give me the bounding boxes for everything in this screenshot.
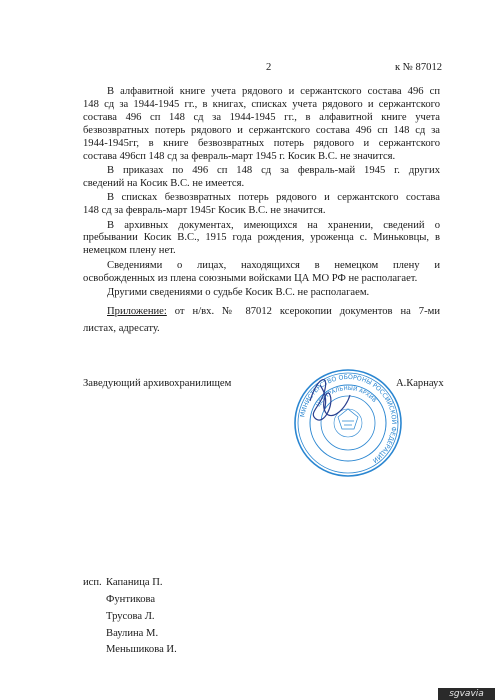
svg-text:ЦЕНТРАЛЬНЫЙ АРХИВ: ЦЕНТРАЛЬНЫЙ АРХИВ bbox=[315, 385, 377, 409]
svg-text:МИНИСТЕРСТВО ОБОРОНЫ РОССИЙСКО: МИНИСТЕРСТВО ОБОРОНЫ РОССИЙСКОЙ ФЕДЕРАЦИИ bbox=[299, 373, 398, 464]
site-watermark: sgvavia bbox=[438, 688, 495, 700]
body-line: немецком плену нет. bbox=[83, 245, 176, 257]
body-line: В архивных документах, имеющихся на хранении, сведений о bbox=[107, 219, 440, 231]
body-line: В списках безвозвратных потерь рядового и сержантского состава bbox=[107, 192, 440, 204]
executor-name: Ваулина М. bbox=[106, 628, 159, 639]
attachment-line-2: листах, адресату. bbox=[83, 323, 160, 334]
executor-prefix: исп. bbox=[83, 577, 102, 588]
body-line: В алфавитной книге учета рядового и сержантского состава 496 сп bbox=[107, 86, 440, 97]
official-seal bbox=[290, 365, 406, 481]
body-line: 148 сд за 1944-1945 гг., в книгах, списках учета рядового и сержантского bbox=[83, 98, 440, 110]
body-line: освобожденных из плена союзными войсками ЦА МО РФ не располагает. bbox=[83, 272, 418, 284]
signer-name: А.Карнаух bbox=[396, 378, 444, 389]
body-line: 1944-1945гг, в книге безвозвратных потерь рядового и сержантского bbox=[83, 137, 440, 149]
body-line: состава 496сп 148 сд за февраль-март 1945 г. Косик В.С. не значится. bbox=[83, 150, 396, 162]
attachment-text: от н/вх. № 87012 ксерокопии документов на 7-ми bbox=[166, 306, 440, 317]
body-line: состава 496 сп 148 сд за 1944-1945 гг., в алфавитной книге учета bbox=[83, 111, 440, 123]
executor-name: Фунтикова bbox=[106, 594, 156, 605]
body-line: Сведениями о лицах, находящихся в немецком плену и bbox=[107, 259, 440, 271]
reference-number: к № 87012 bbox=[395, 62, 443, 73]
body-line: сведений на Косик В.С. не имеется. bbox=[83, 177, 245, 189]
body-line: пребывании Косик В.С., 1915 года рождения, уроженца с. Миньковцы, в bbox=[83, 232, 440, 244]
body-line: 148 сд за февраль-март 1945г Косик В.С. не значится. bbox=[83, 205, 326, 217]
executor-name: Капаница П. bbox=[106, 577, 163, 588]
body-line: В приказах по 496 сп 148 сд за февраль-май 1945 г. других bbox=[107, 164, 440, 176]
signer-position: Заведующий архивохранилищем bbox=[83, 378, 232, 389]
attachment-label: Приложение: bbox=[107, 306, 167, 317]
page-number: 2 bbox=[266, 62, 272, 73]
body-line: Другими сведениями о судьбе Косик В.С. не располагаем. bbox=[107, 287, 370, 298]
executor-name: Трусова Л. bbox=[106, 611, 155, 622]
body-line: безвозвратных потерь рядового и сержантского состава 496 сп 148 сд за bbox=[83, 124, 440, 136]
attachment-line-1 bbox=[107, 305, 440, 318]
letter-body bbox=[83, 85, 440, 298]
executor-name: Меньшикова И. bbox=[106, 644, 177, 655]
